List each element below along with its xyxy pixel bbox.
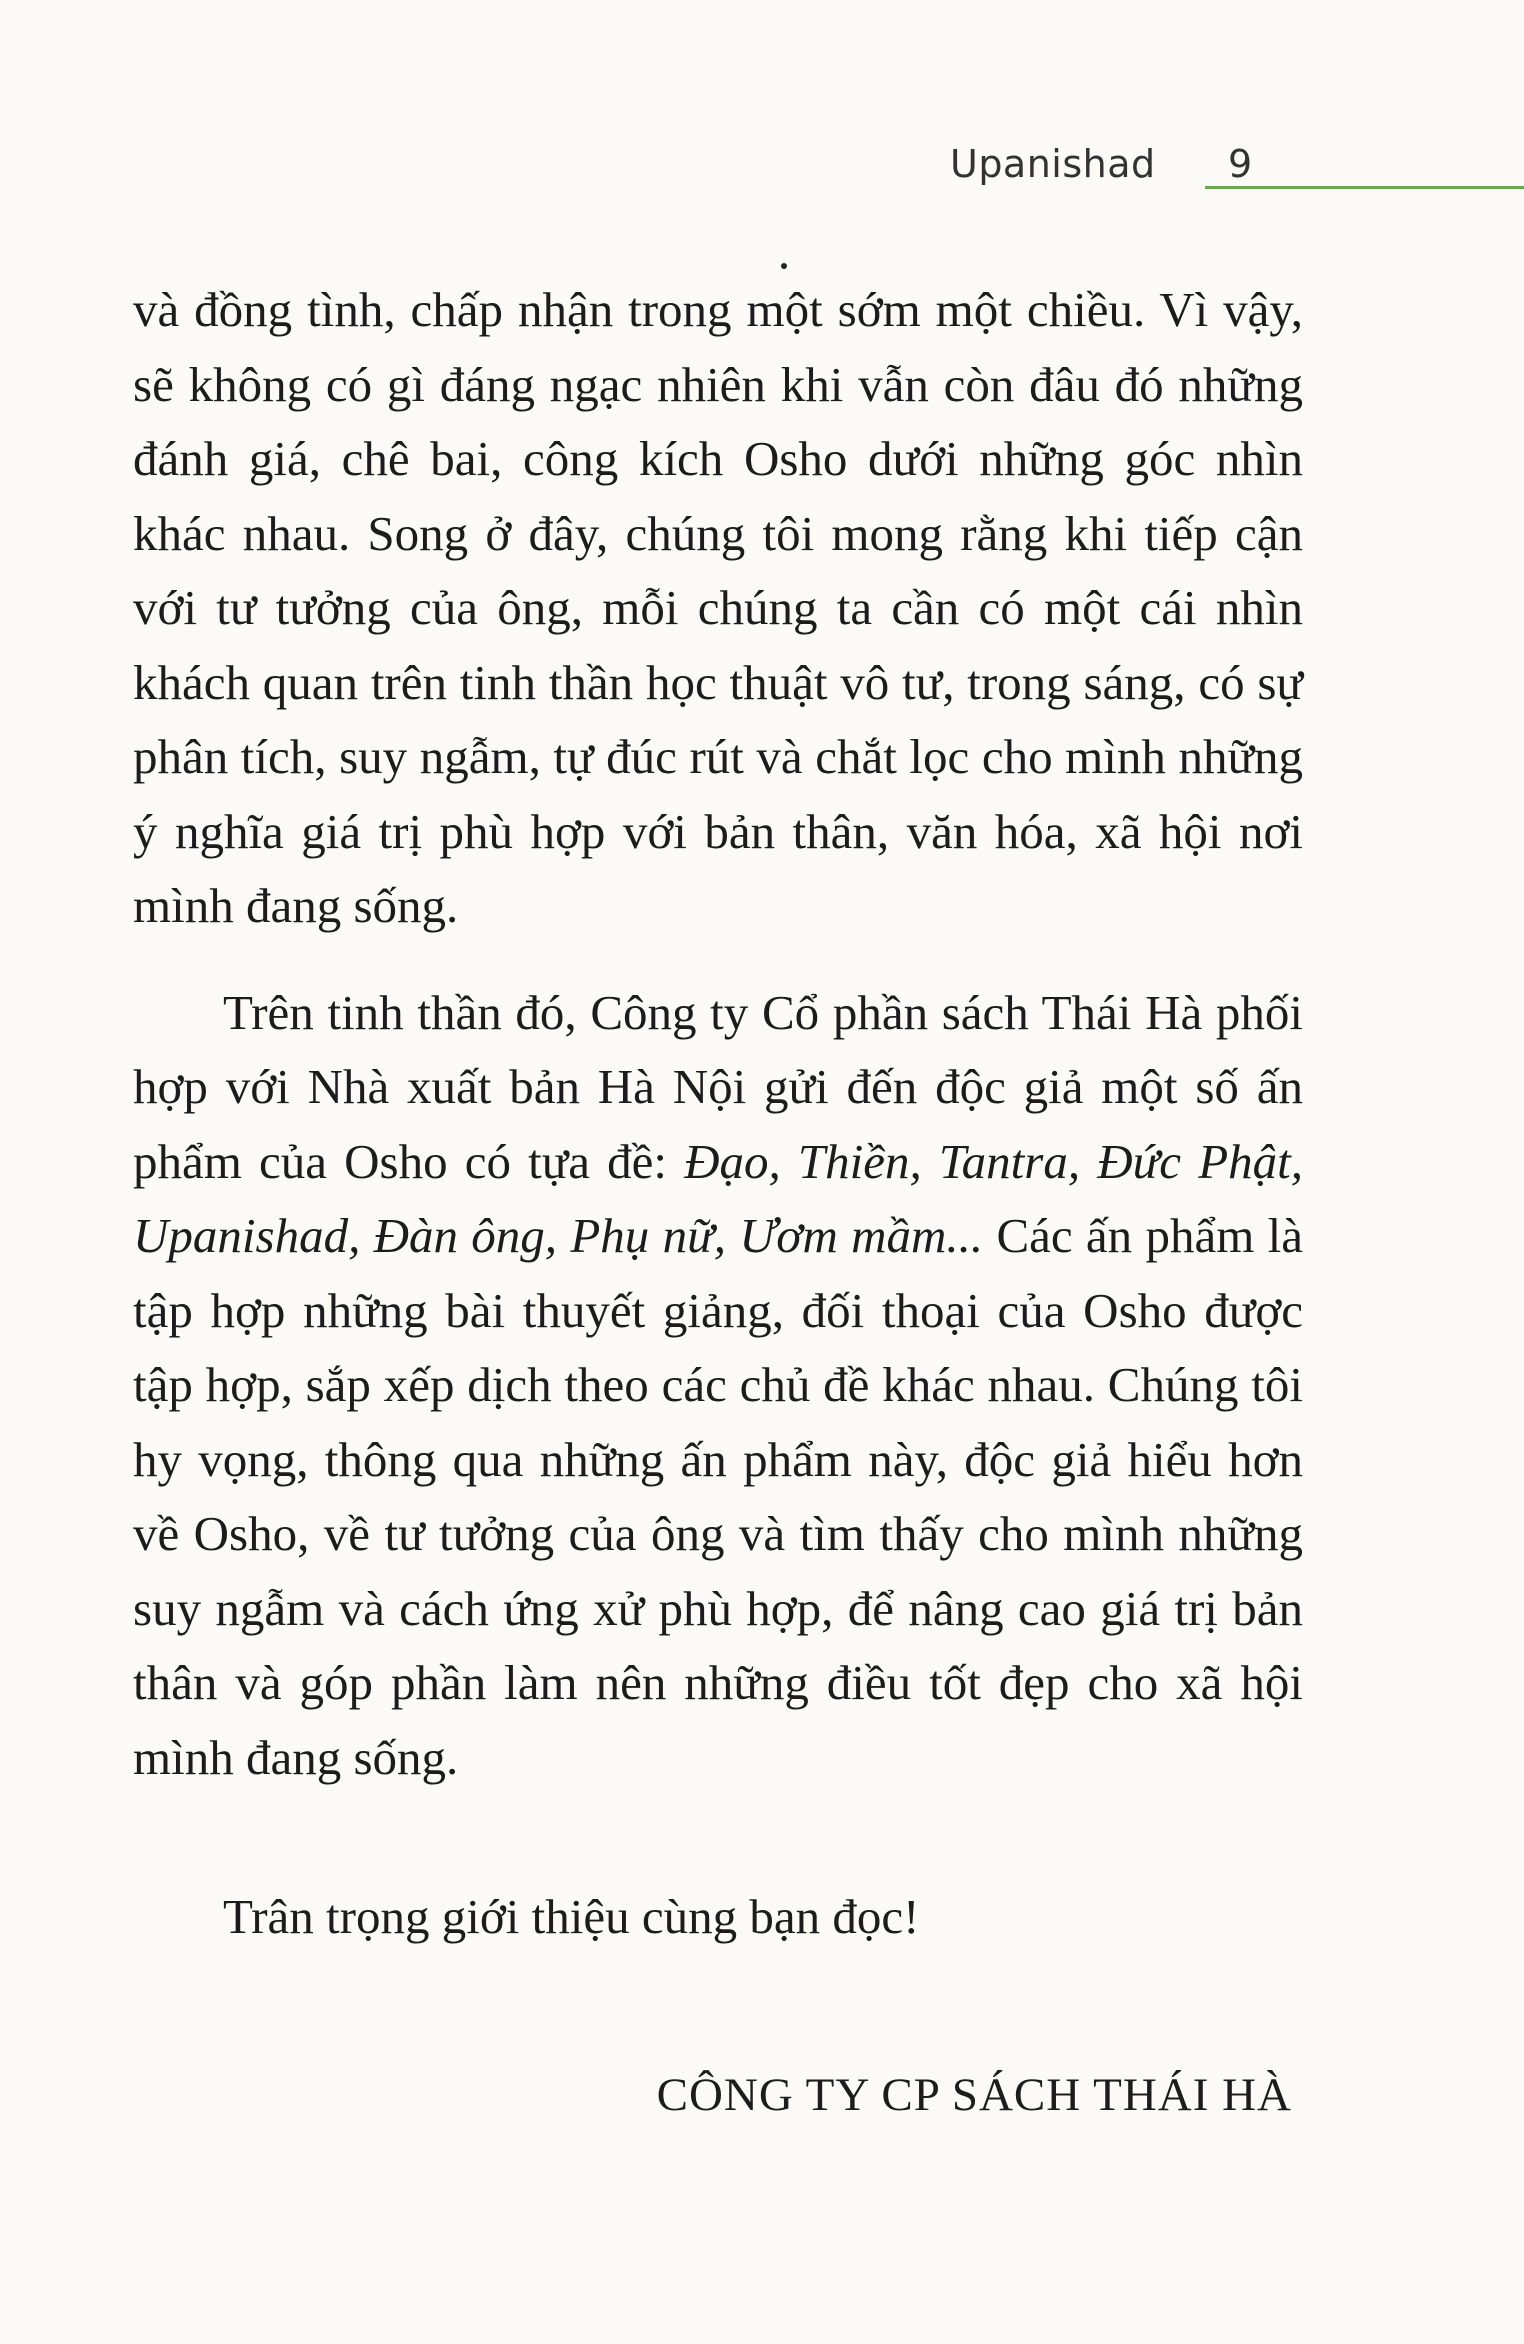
closing-line: Trân trọng giới thiệu cùng bạn đọc! (223, 1889, 920, 1944)
publisher-signature: CÔNG TY CP SÁCH THÁI HÀ (656, 2069, 1292, 2121)
running-header (950, 138, 1524, 198)
ink-dot (781, 263, 787, 269)
paragraph-1: và đồng tình, chấp nhận trong một sớm một chiều. Vì vậy, sẽ không có gì đáng ngạc nhiên khi vẫn còn đâu đó những đánh giá, chê bai, công kích Osho dưới những góc nhìn khác nhau. Song ở đây, chúng tôi mong rằng khi tiếp cận với tư tưởng của ông, mỗi chúng ta cần có một cái nhìn khách quan trên tinh thần học thuật vô tư, trong sáng, có sự phân tích, suy ngẫm, tự đúc rút và chắt lọc cho mình những ý nghĩa giá trị phù hợp với bản thân, văn hóa, xã hội nơi mình đang sống. (133, 282, 1303, 933)
paragraph-2 (133, 976, 1303, 1796)
running-title: Upanishad (950, 142, 1156, 186)
paragraph-2-rest: Các ấn phẩm là tập hợp những bài thuyết giảng, đối thoại của Osho được tập hợp, sắp xếp dịch theo các chủ đề khác nhau. Chúng tôi hy vọng, thông qua những ấn phẩm này, độc giả hiểu hơn về Osho, về tư tưởng của ông và tìm thấy cho mình những suy ngẫm và cách ứng xử phù hợp, để nâng cao giá trị bản thân và góp phần làm nên những điều tốt đẹp cho xã hội mình đang sống. (133, 1208, 1303, 1785)
header-rule (1205, 186, 1524, 189)
paragraph-2-intro: Trên tinh thần đó, Công ty Cổ phần sách Thái Hà phối hợp với Nhà xuất bản Hà Nội gửi đến độc giả một số ấn phẩm của Osho có tựa đề: (133, 984, 1303, 1189)
body-text (133, 273, 1303, 1795)
book-titles: Đạo, Thiền, Tantra, Đức Phật, Upanishad, Đàn ông, Phụ nữ, Ươm mầm... (133, 1133, 1303, 1263)
page-number: 9 (1228, 142, 1253, 186)
